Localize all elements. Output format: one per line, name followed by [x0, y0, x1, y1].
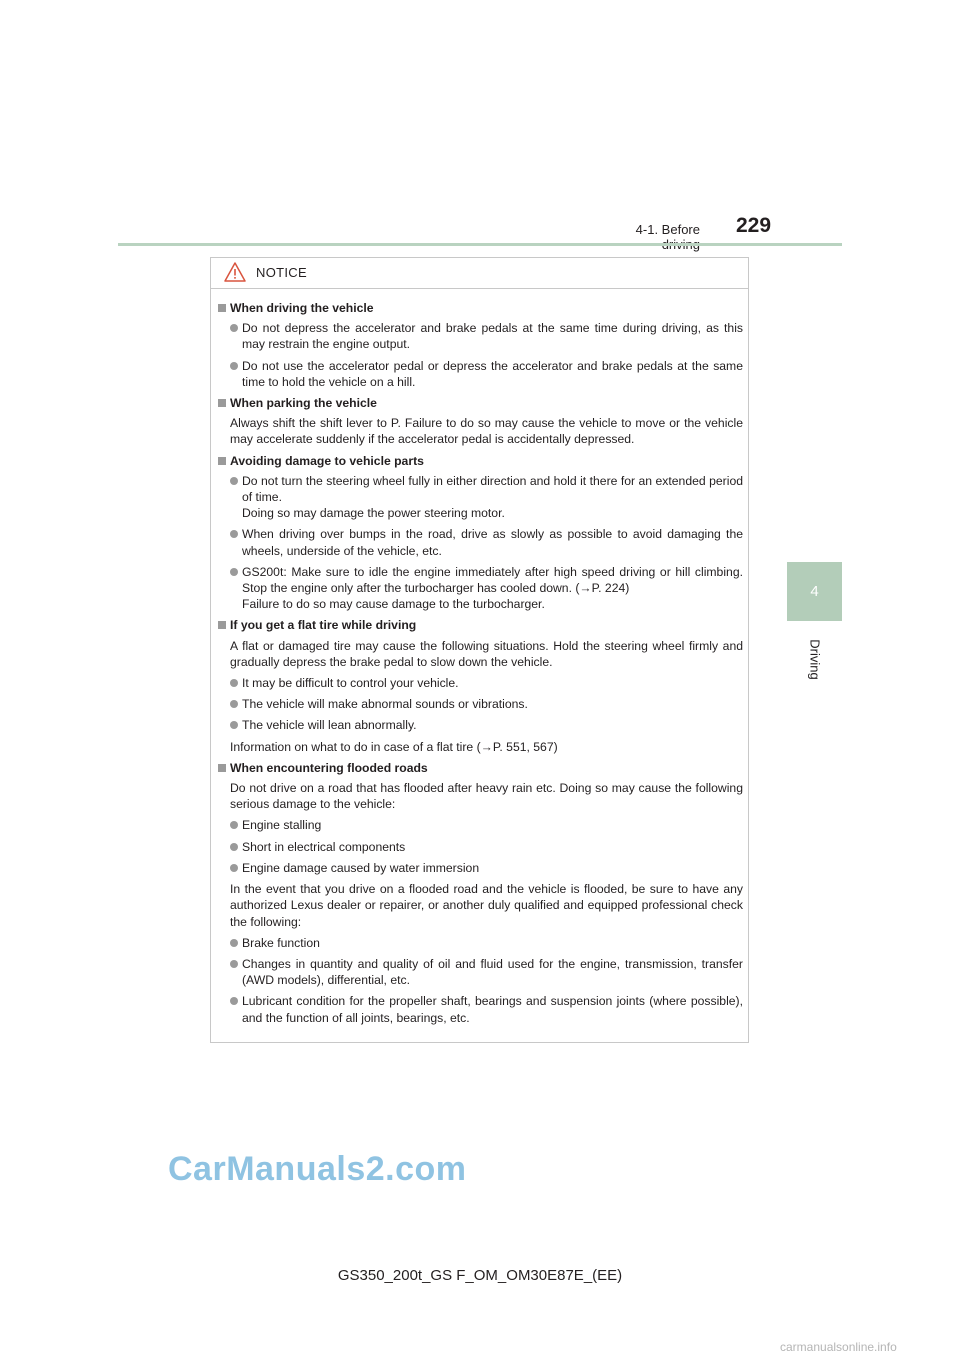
notice-bullet: Do not depress the accelerator and brake pedals at the same time during driving, as this may restrain the engine output.	[218, 320, 743, 352]
document-code: GS350_200t_GS F_OM_OM30E87E_(EE)	[337, 1267, 623, 1284]
chapter-tab-label: Driving	[807, 639, 823, 680]
notice-bullet: Do not use the accelerator pedal or depress the accelerator and brake pedals at the same time to hold the vehicle on a hill.	[218, 358, 743, 390]
notice-bullet: The vehicle will lean abnormally.	[218, 717, 743, 733]
notice-heading: When parking the vehicle	[218, 395, 743, 411]
notice-paragraph: Always shift the shift lever to P. Failure to do so may cause the vehicle to move or the vehicle may accelerate suddenly if the accelerator pedal is accidentally depressed.	[230, 416, 743, 447]
notice-paragraph: Do not drive on a road that has flooded after heavy rain etc. Doing so may cause the following serious damage to the vehicle:	[230, 781, 743, 812]
notice-bullet: Do not turn the steering wheel fully in either direction and hold it there for an extended period of time. Doing so may damage the power steering motor.	[218, 473, 743, 522]
notice-bullet: GS200t: Make sure to idle the engine immediately after high speed driving or hill climbing. Stop the engine only after the turbocharger has cooled down. (→P. 224) Failure to do so may cause damage to the turbocharger.	[218, 564, 743, 613]
header-rule	[118, 243, 842, 246]
notice-heading: When driving the vehicle	[218, 300, 743, 316]
notice-paragraph: In the event that you drive on a flooded road and the vehicle is flooded, be sure to have any authorized Lexus dealer or repairer, or another duly qualified and equipped professional check the following:	[230, 882, 743, 929]
notice-bullet: Changes in quantity and quality of oil and fluid used for the engine, transmission, transfer (AWD models), differential, etc.	[218, 956, 743, 988]
notice-bullet: Engine stalling	[218, 817, 743, 833]
notice-paragraph: A flat or damaged tire may cause the following situations. Hold the steering wheel firmly and gradually depress the brake pedal to slow down the vehicle.	[230, 638, 743, 669]
notice-paragraph: Information on what to do in case of a flat tire (→P. 551, 567)	[230, 739, 558, 754]
warning-triangle-icon	[224, 262, 246, 282]
chapter-tab	[800, 630, 830, 710]
notice-heading: When encountering flooded roads	[218, 760, 743, 776]
notice-bullet: Short in electrical components	[218, 839, 743, 855]
page-number: 229	[736, 214, 772, 237]
notice-bullet: When driving over bumps in the road, drive as slowly as possible to avoid damaging the wheels, underside of the vehicle, etc.	[218, 526, 743, 558]
notice-body	[211, 289, 748, 1026]
watermark-site: carmanualsonline.info	[780, 1340, 897, 1354]
notice-title: NOTICE	[256, 265, 307, 280]
notice-box	[210, 257, 749, 1043]
section-title: 4-1. Before	[635, 222, 700, 237]
notice-heading: If you get a flat tire while driving	[218, 617, 743, 633]
notice-bullet: Engine damage caused by water immersion	[218, 860, 743, 876]
chapter-tab-number: 4	[787, 562, 842, 621]
watermark-logo: CarManuals2.com	[168, 1150, 467, 1188]
notice-header	[211, 258, 748, 289]
notice-bullet: Brake function	[218, 935, 743, 951]
notice-bullet: It may be difficult to control your vehicle.	[218, 675, 743, 691]
notice-bullet: Lubricant condition for the propeller shaft, bearings and suspension joints (where possible), and the function of all joints, bearings, etc.	[218, 993, 743, 1025]
notice-bullet: The vehicle will make abnormal sounds or vibrations.	[218, 696, 743, 712]
notice-heading: Avoiding damage to vehicle parts	[218, 453, 743, 469]
